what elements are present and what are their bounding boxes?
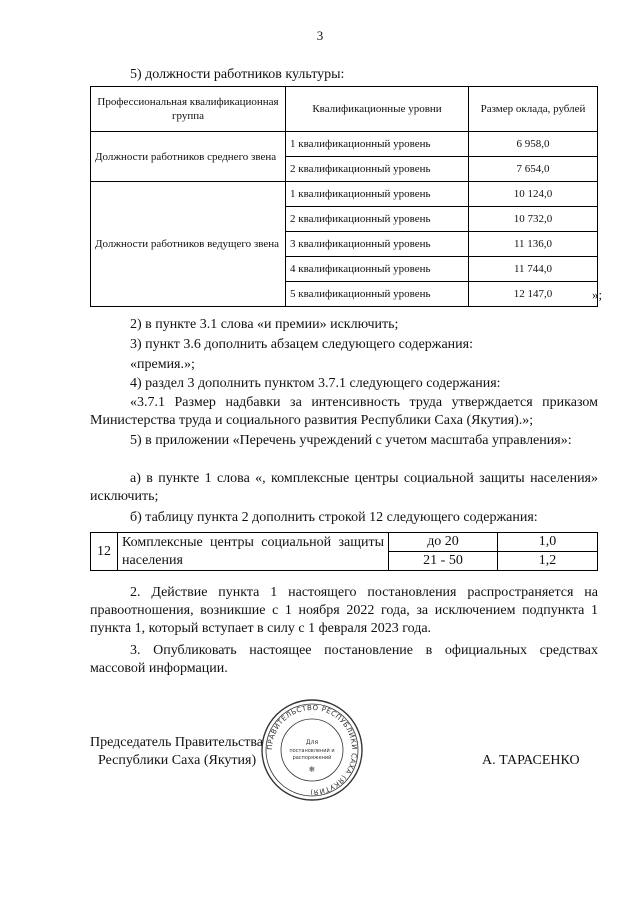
final-paragraph-3: 3. Опубликовать настоящее постановление в официальных средствах массовой информации. xyxy=(90,643,598,676)
table-row xyxy=(91,182,598,207)
salary-table xyxy=(90,86,598,307)
paragraph-2: 2) в пункте 3.1 слова «и премии» исключить; xyxy=(130,317,399,332)
paragraph-3-quote: «премия.»; xyxy=(130,357,195,372)
header-salary: Размер оклада, рублей xyxy=(469,87,598,132)
table-close-quote: »; xyxy=(592,287,603,302)
paragraph-3: 3) пункт 3.6 дополнить абзацем следующего содержания: xyxy=(130,337,473,352)
table-row xyxy=(91,132,598,157)
table-row xyxy=(91,533,598,552)
level-cell: 1 квалификационный уровень xyxy=(286,182,469,207)
salary-cell: 6 958,0 xyxy=(469,132,598,157)
item5-heading: 5) должности работников культуры: xyxy=(130,67,345,82)
table-header-row xyxy=(91,87,598,132)
level-cell: 4 квалификационный уровень xyxy=(286,257,469,282)
group-name: Должности работников ведущего звена xyxy=(91,182,286,307)
seal-center-line3: распоряжений xyxy=(292,755,332,761)
final-paragraph-2: 2. Действие пункта 1 настоящего постановления распространяется на правоотношения, возникшие с 1 ноября 2022 года, за исключением подпункта 1 пункта 1, который вступает в силу с 1 февраля 2023 года. xyxy=(90,585,598,636)
salary-cell: 7 654,0 xyxy=(469,157,598,182)
level-cell: 5 квалификационный уровень xyxy=(286,282,469,307)
salary-cell: 10 732,0 xyxy=(469,207,598,232)
paragraph-5a: а) в пункте 1 слова «, комплексные центры социальной защиты населения» исключить; xyxy=(90,471,598,504)
paragraph-4-quote: «3.7.1 Размер надбавки за интенсивность труда утверждается приказом Министерства труда и социального развития Республики Саха (Якутия).»; xyxy=(90,395,598,428)
paragraph-5: 5) в приложении «Перечень учреждений с учетом масштаба управления»: xyxy=(130,433,572,448)
institution-name: Комплексные центры социальной защиты населения xyxy=(118,533,389,571)
level-cell: 3 квалификационный уровень xyxy=(286,232,469,257)
level-cell: 2 квалификационный уровень xyxy=(286,207,469,232)
salary-cell: 11 744,0 xyxy=(469,257,598,282)
coef-cell: 1,2 xyxy=(498,552,598,571)
signature-title-line2: Республики Саха (Якутия) xyxy=(98,753,257,768)
coefficient-table xyxy=(90,532,598,571)
coef-cell: 1,0 xyxy=(498,533,598,552)
paragraph-4: 4) раздел 3 дополнить пунктом 3.7.1 следующего содержания: xyxy=(130,376,501,391)
page-number: 3 xyxy=(316,28,324,43)
signature-title-line1: Председатель Правительства xyxy=(90,735,263,750)
seal-center-line1: Для xyxy=(305,739,319,746)
header-levels: Квалификационные уровни xyxy=(286,87,469,132)
range-cell: до 20 xyxy=(389,533,498,552)
group-name: Должности работников среднего звена xyxy=(91,132,286,182)
range-cell: 21 - 50 xyxy=(389,552,498,571)
official-seal-icon xyxy=(260,698,364,802)
level-cell: 1 квалификационный уровень xyxy=(286,132,469,157)
signatory-name: А. ТАРАСЕНКО xyxy=(482,753,580,768)
header-group: Профессиональная квалификационная группа xyxy=(91,87,286,132)
salary-cell: 12 147,0 xyxy=(469,282,598,307)
seal-center-line2: постановлений и xyxy=(289,748,335,754)
salary-cell: 10 124,0 xyxy=(469,182,598,207)
row-number: 12 xyxy=(91,533,118,571)
paragraph-5b: б) таблицу пункта 2 дополнить строкой 12 следующего содержания: xyxy=(130,510,538,525)
seal-outer-text: ПРАВИТЕЛЬСТВО РЕСПУБЛИКИ САХА (ЯКУТИЯ) xyxy=(265,703,359,797)
salary-cell: 11 136,0 xyxy=(469,232,598,257)
seal-star-icon: ❄ xyxy=(308,765,316,774)
level-cell: 2 квалификационный уровень xyxy=(286,157,469,182)
